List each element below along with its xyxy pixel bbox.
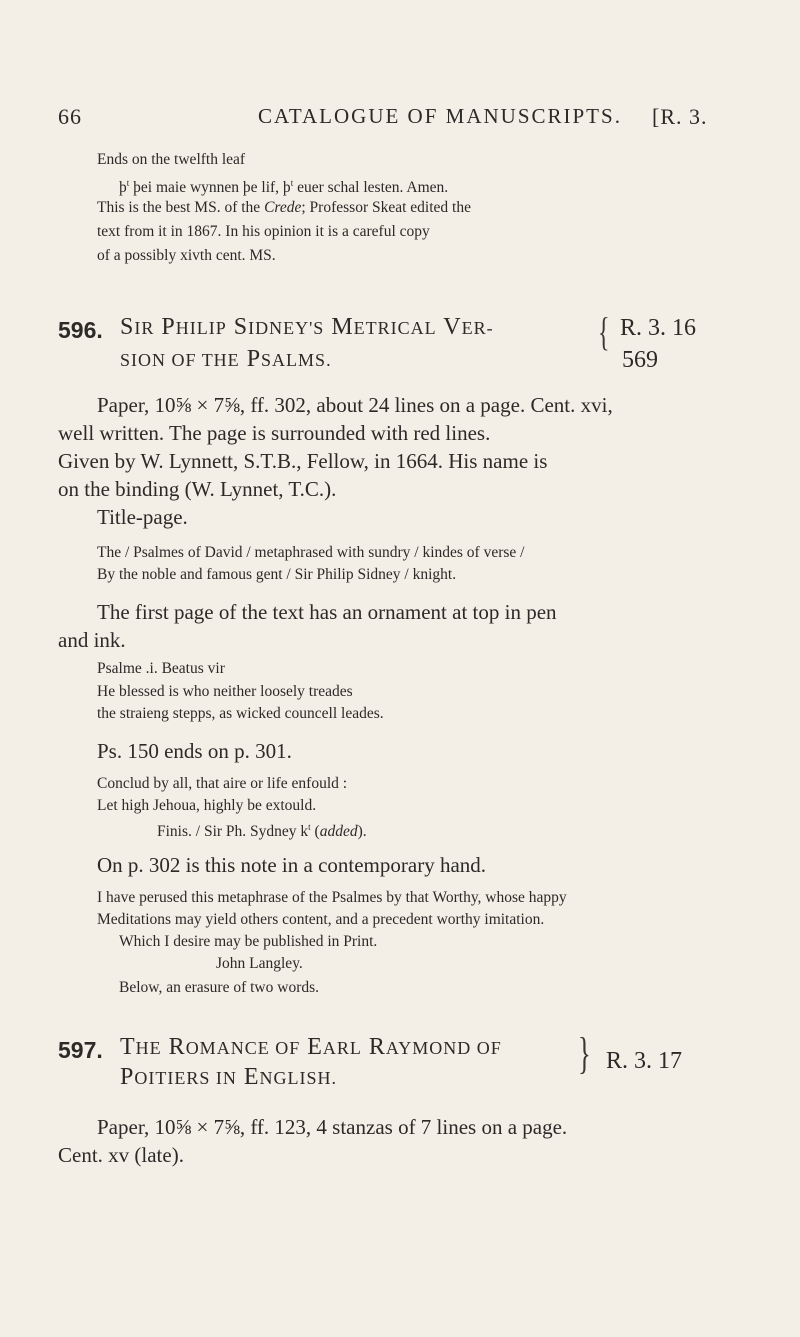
entry-title: SIR PHILIP SIDNEY'S METRICAL VER- (120, 314, 494, 340)
note-signature: John Langley. (216, 955, 303, 972)
description-line: and ink. (58, 628, 126, 652)
prev-entry-quote: $þ^t$ þei maie wynnen þe lif, $þ^t$ euer schal lesten. Amen. (119, 178, 449, 196)
running-title: CATALOGUE OF MANUSCRIPTS. (258, 104, 622, 128)
press-mark-number: 569 (622, 347, 658, 373)
description-line: Cent. xv (late). (58, 1143, 184, 1167)
psalm-incipit: He blessed is who neither loosely treades (97, 683, 353, 700)
description-line: The first page of the text has an ornament at top in pen (97, 600, 557, 624)
note-text: I have perused this metaphrase of the Psalmes by that Worthy, whose happy (97, 889, 567, 906)
press-mark: R. 3. 16 (620, 315, 697, 341)
description-line: on the binding (W. Lynnet, T.C.). (58, 477, 337, 501)
note-text: Which I desire may be published in Print. (119, 933, 378, 950)
entry-title: SION OF THE PSALMS. (120, 346, 332, 372)
note-text: Meditations may yield others content, and a precedent worthy imitation. (97, 911, 545, 928)
description-line: Paper, 10⅝ × 7⅝, ff. 302, about 24 lines on a page. Cent. xvi, (97, 393, 613, 417)
prev-entry-line: This is the best MS. of the Crede; Professor Skeat edited the (97, 199, 471, 216)
entry-title: POITIERS IN ENGLISH. (120, 1064, 338, 1090)
psalm-incipit: Psalme .i. Beatus vir (97, 660, 225, 677)
press-mark: R. 3. 17 (606, 1048, 683, 1074)
prev-entry-line: of a possibly xivth cent. MS. (97, 247, 276, 264)
description-line: On p. 302 is this note in a contemporary hand. (97, 853, 487, 877)
entry-title: THE ROMANCE OF EARL RAYMOND OF (120, 1034, 502, 1060)
brace-icon: { (598, 309, 610, 354)
psalm-incipit: the straieng stepps, as wicked councell leades. (97, 705, 384, 722)
colophon-line: Finis. / Sir Ph. Sydney $k^t$ (added). (157, 822, 367, 840)
title-page-text: The / Psalmes of David / metaphrased with sundry / kindes of verse / (97, 544, 525, 561)
shelf-reference: [R. 3. (652, 104, 708, 129)
prev-entry-line: text from it in 1867. In his opinion it is a careful copy (97, 223, 430, 240)
colophon-line: Let high Jehoua, highly be extould. (97, 797, 317, 814)
description-line: Ps. 150 ends on p. 301. (97, 739, 292, 763)
description-line: Title-page. (97, 505, 188, 529)
note-text: Below, an erasure of two words. (119, 979, 320, 996)
description-line: Paper, 10⅝ × 7⅝, ff. 123, 4 stanzas of 7 lines on a page. (97, 1115, 568, 1139)
page-number: 66 (58, 104, 82, 129)
entry-number: 596. (58, 317, 103, 343)
colophon-line: Conclud by all, that aire or life enfould : (97, 775, 348, 792)
entry-number: 597. (58, 1037, 103, 1063)
description-line: well written. The page is surrounded with red lines. (58, 421, 491, 445)
brace-icon: } (578, 1029, 591, 1078)
title-page-text: By the noble and famous gent / Sir Philip Sidney / knight. (97, 566, 457, 583)
description-line: Given by W. Lynnett, S.T.B., Fellow, in 1664. His name is (58, 449, 548, 473)
prev-entry-line: Ends on the twelfth leaf (97, 151, 246, 168)
